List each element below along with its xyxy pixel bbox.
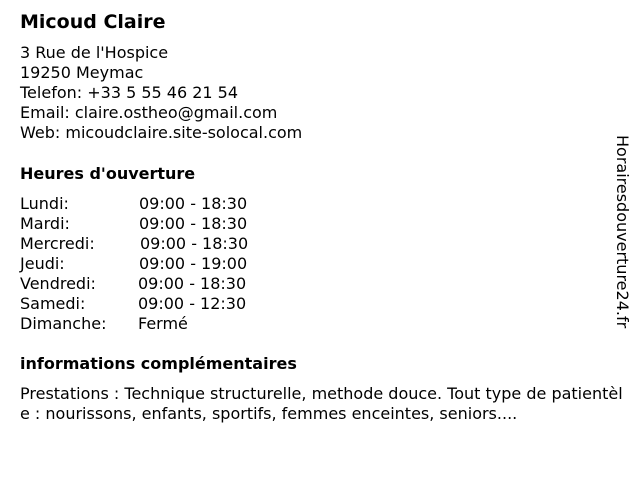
watermark-text: Horairesdouverture24.fr (613, 135, 632, 329)
email-text: Email: claire.ostheo@gmail.com (20, 103, 278, 122)
time-value: 09:00 - 19:00 (139, 254, 248, 273)
phone-text: Telefon: +33 5 55 46 21 54 (20, 83, 239, 102)
day-label: Jeudi: (20, 254, 65, 273)
day-label: Vendredi: (20, 274, 96, 293)
web-text: Web: micoudclaire.site-solocal.com (20, 123, 303, 142)
site-watermark (612, 135, 632, 344)
business-name: Micoud Claire (20, 11, 166, 33)
time-value: Fermé (138, 314, 188, 333)
address-street: 3 Rue de l'Hospice (20, 43, 169, 62)
additional-info-text: Prestations : Technique structurelle, methode douce. Tout type de patientèle : nourissons, enfants, sportifs, femmes enceintes, seniors.... (20, 384, 623, 423)
time-value: 09:00 - 12:30 (138, 294, 247, 313)
day-label: Dimanche: (20, 314, 107, 333)
day-label: Mardi: (20, 214, 70, 233)
contact-block (20, 43, 302, 143)
time-value: 09:00 - 18:30 (140, 234, 249, 253)
time-value: 09:00 - 18:30 (139, 214, 248, 233)
time-value: 09:00 - 18:30 (138, 274, 247, 293)
day-label: Samedi: (20, 294, 86, 313)
time-value: 09:00 - 18:30 (139, 194, 248, 213)
address-city: 19250 Meymac (20, 63, 144, 82)
day-label: Mercredi: (20, 234, 95, 253)
day-label: Lundi: (20, 194, 69, 213)
opening-hours-heading: Heures d'ouverture (20, 164, 196, 183)
additional-info-heading: informations complémentaires (20, 354, 297, 373)
